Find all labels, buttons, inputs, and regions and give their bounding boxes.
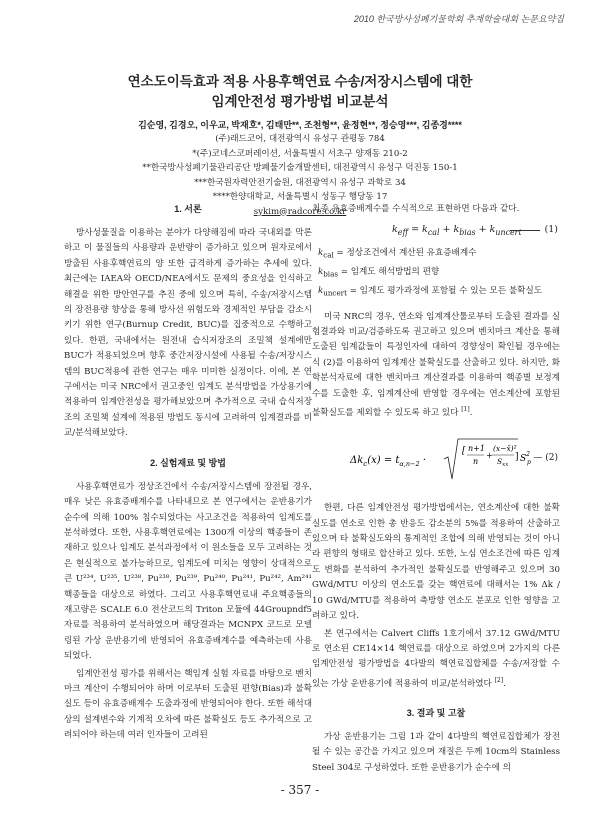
definition-kcal: $k_{cal}$ = 정상조건에서 계산된 유효증배계수 — [318, 248, 477, 261]
running-header: 2010 한국방사성폐기물학회 추계학술대회 논문요약집 — [353, 14, 564, 24]
method-paragraph: 사용후핵연료가 정상조건에서 수송/저장시스템에 장전될 경우, 매우 낮은 유효증배계수를 나타내므로 본 연구에서는 운반용기가 순수에 의해 100% 침수되었다는 사고조건을 적용하여 임계도를 분석하였다. 또한, 사용후핵연료에는 1300개 이상의 핵종들이 존재하고 있으나 임계도 분석과정에서 이 원소들을 모두 고려하는 것은 현실적으로 불가능하므로, 임계도에 미치는 영향이 상대적으로 큰 U²³⁴, U²³⁵, U²³⁸, Pu²³⁸, Pu²³⁹, Pu²⁴⁰, Pu²⁴¹, Pu²⁴², Am²⁴¹ 핵종들을 대상으로 하였다. 그리고 사용후핵연료내 주요핵종들의 재고량은 SCALE 6.0 전산코드의 Triton 모듈에 44Groupndf5 자료를 적용하여 분석하였으며 해당결과는 MCNPX 코드로 모델링된 가상 운반용기에 반영되어 유효증배계수를 예측하는데 사용되었다. — [64, 481, 312, 662]
affiliation: ****한양대학교, 서울특별시 성동구 행당동 17 — [212, 192, 388, 202]
svg-text:n: n — [473, 457, 479, 467]
affiliation: (주)래드코어, 대전광역시 유성구 관평동 784 — [215, 134, 385, 144]
equation-1 — [312, 219, 560, 241]
equation-rule — [510, 230, 540, 231]
study-scope-paragraph: 본 연구에서는 Calvert Cliffs 1호기에서 37.12 GWd/MTU로 연소된 CE14×14 핵연료를 대상으로 하였으며 2가지의 다른 임계안전성 평가방법을 4다발의 핵연료집합체를 수송/저장할 수 있는 가상 운반용기에 적용하여 비교/분석하였다 [2]. — [312, 628, 560, 689]
svg-text:S2p: $S^2$ p — [520, 451, 531, 467]
equation-2 — [312, 429, 560, 491]
svg-text:]: ] — [515, 452, 519, 463]
section-heading-results: 3. 결과 및 고찰 — [406, 708, 466, 718]
equation-2-formula — [312, 429, 560, 489]
affiliation: ***한국원자력안전기술원, 대전광역시 유성구 과학로 34 — [194, 177, 406, 188]
email-link[interactable]: sykim@radcore.co.kr — [253, 206, 347, 217]
section-heading-intro: 1. 서론 — [174, 204, 202, 214]
affiliation: **한국방사성폐기물관리공단 방폐물기술개발센터, 대전광역시 유성구 덕진동 150-1 — [142, 163, 458, 173]
definition-kbias: $k_{bias}$ = 임계도 해석방법의 편향 — [318, 267, 440, 279]
svg-text:Δkc(x) = tα,n−2 ·: $\Delta k_c(x) = t_{\alpha,n-2}$ · — [350, 455, 426, 469]
svg-text:(x−x̄)²: (x−x̄)² — [493, 444, 517, 454]
svg-text:[: [ — [462, 446, 466, 457]
equation-1-number: (1) — [544, 224, 558, 236]
nrc-paragraph: 미국 NRC의 경우, 연소와 임계계산툴로부터 도출된 결과를 실험결과와 비교/검증하도록 권고하고 있으며 벤치마크 계산을 통해 도출된 임계값들이 특정인자에 대하여 경향성이 확인될 경우에는 식 (2)를 이용하여 임계계산 불확실도를 산출하고 있다. 하지만, 화학분석자료에 대한 벤치마크 계산결과를 이용하여 핵종별 보정계수를 도출한 후, 임계계산에 반영할 경우에는 연소계산에 포함된 불확실도를 제외할 수 있도록 하고 있다 [1]. — [312, 311, 560, 418]
reference-marker: [2] — [494, 676, 504, 684]
title-line-1: 연소도이득효과 적용 사용후핵연료 수송/저장시스템에 대한 — [127, 74, 473, 89]
author-list: 김순영, 김경오, 이우교, 박재호*, 김태만**, 조천형**, 윤정현**, 정승영***, 김종경**** — [138, 120, 462, 130]
svg-text:+: + — [486, 451, 493, 461]
paper-title — [0, 72, 600, 112]
page-number: - 357 - — [280, 783, 320, 797]
intro-paragraph: 방사성물질을 이용하는 분야가 다양해짐에 따라 국내외를 막론하고 이 물질들의 사용량과 운반량이 증가하고 있으며 원자로에서 방출된 사용후핵연료의 양 또한 급격하게 증가하는 추세에 있다. 최근에는 IAEA와 OECD/NEA에서도 문제의 중요성을 인식하고 해결을 위한 방안연구를 추진 중에 있으며 특히, 수송/저장시스템의 장전용량 향상을 통해 방사선 위험도와 경제적인 부담을 감소시키기 위한 연구(Burnup Credit, BUC)를 집중적으로 수행하고 있다. 한편, 국내에서는 원전내 습식저장조의 조밀책 설계에만 BUC가 적용되었으며 향후 중간저장시설에 사용될 수송/저장시스템의 BUC적용에 관한 연구는 매우 미미한 실정이다. 이에, 본 연구에서는 미국 NRC에서 권고중인 임계도 분석방법을 가상용기에 적용하여 임계안전성을 평가해보았으며 추가적으로 국내 습식저장조의 조밀책 설계에 적용된 방법도 동시에 고려하여 임계결과를 비교/분석해보았다. — [64, 228, 312, 439]
svg-text:Sxx: $S_{xx}$ — [497, 457, 509, 469]
method-paragraph: 임계안전성 평가를 위해서는 핵임계 실험 자료를 바탕으로 벤치마크 계산이 수행되어야 하며 이로부터 도출된 편향(Bias)과 불확실도 등이 유효증배계수 도출과정에 반영되어야 한다. 또한 해석대상의 설계변수와 기계적 오차에 따른 불확실도 등도 추가적으로 고려되어야 하는데 여러 인자들이 고려된 — [64, 668, 312, 741]
symbol-definitions — [318, 245, 560, 301]
results-paragraph: 가상 운반용기는 그림 1과 같이 4다발의 핵연료집합체가 장전될 수 있는 공간을 가지고 있으며 재질은 두께 10cm의 Stainless Steel 304로 구성하였다. 또한 운반용기가 순수에 의 — [312, 732, 560, 773]
title-line-2: 임계안전성 평가방법 비교분석 — [211, 94, 389, 109]
right-column — [312, 202, 560, 778]
svg-text:n+1: n+1 — [468, 444, 485, 454]
section-heading-method: 2. 실험재료 및 방법 — [150, 457, 226, 468]
left-column — [64, 202, 312, 746]
equation-1-expression: $k_{eff} = k_{cal} + k_{bias} + k_{uncert}$ — [392, 224, 522, 238]
equation-intro-text: 최종 유효증배계수를 수식적으로 표현하면 다음과 같다. — [312, 204, 520, 214]
reference-marker: [1] — [461, 406, 470, 413]
definition-kuncert: $k_{uncert}$ = 임계도 평가과정에 포함될 수 있는 모든 불확실도 — [318, 285, 543, 298]
alternative-method-paragraph: 한편, 다른 임계안전성 평가방법에서는, 연소계산에 대한 불확실도를 연소로 인한 총 반응도 감소분의 5%를 적용하여 산출하고 있으며 타 불확실도와의 통계적인 조합에 의해 반영되는 것이 아니라 편향의 형태로 합산하고 있다. 또한, 노심 연소조건에 따른 임계도 변화를 분석하여 추가적인 불확실도를 반영해주고 있으며 30 GWd/MTU 이상의 연소도를 갖는 핵연료에 대해서는 1% Δk / 10 GWd/MTU를 적용하여 축방향 연소도 분포로 인한 영향을 고려하고 있다. — [312, 503, 560, 622]
equation-2-number: — (2) — [533, 453, 558, 464]
affiliation: *(주)코네스코퍼레이션, 서울특별시 서초구 양재동 210-2 — [192, 148, 408, 159]
